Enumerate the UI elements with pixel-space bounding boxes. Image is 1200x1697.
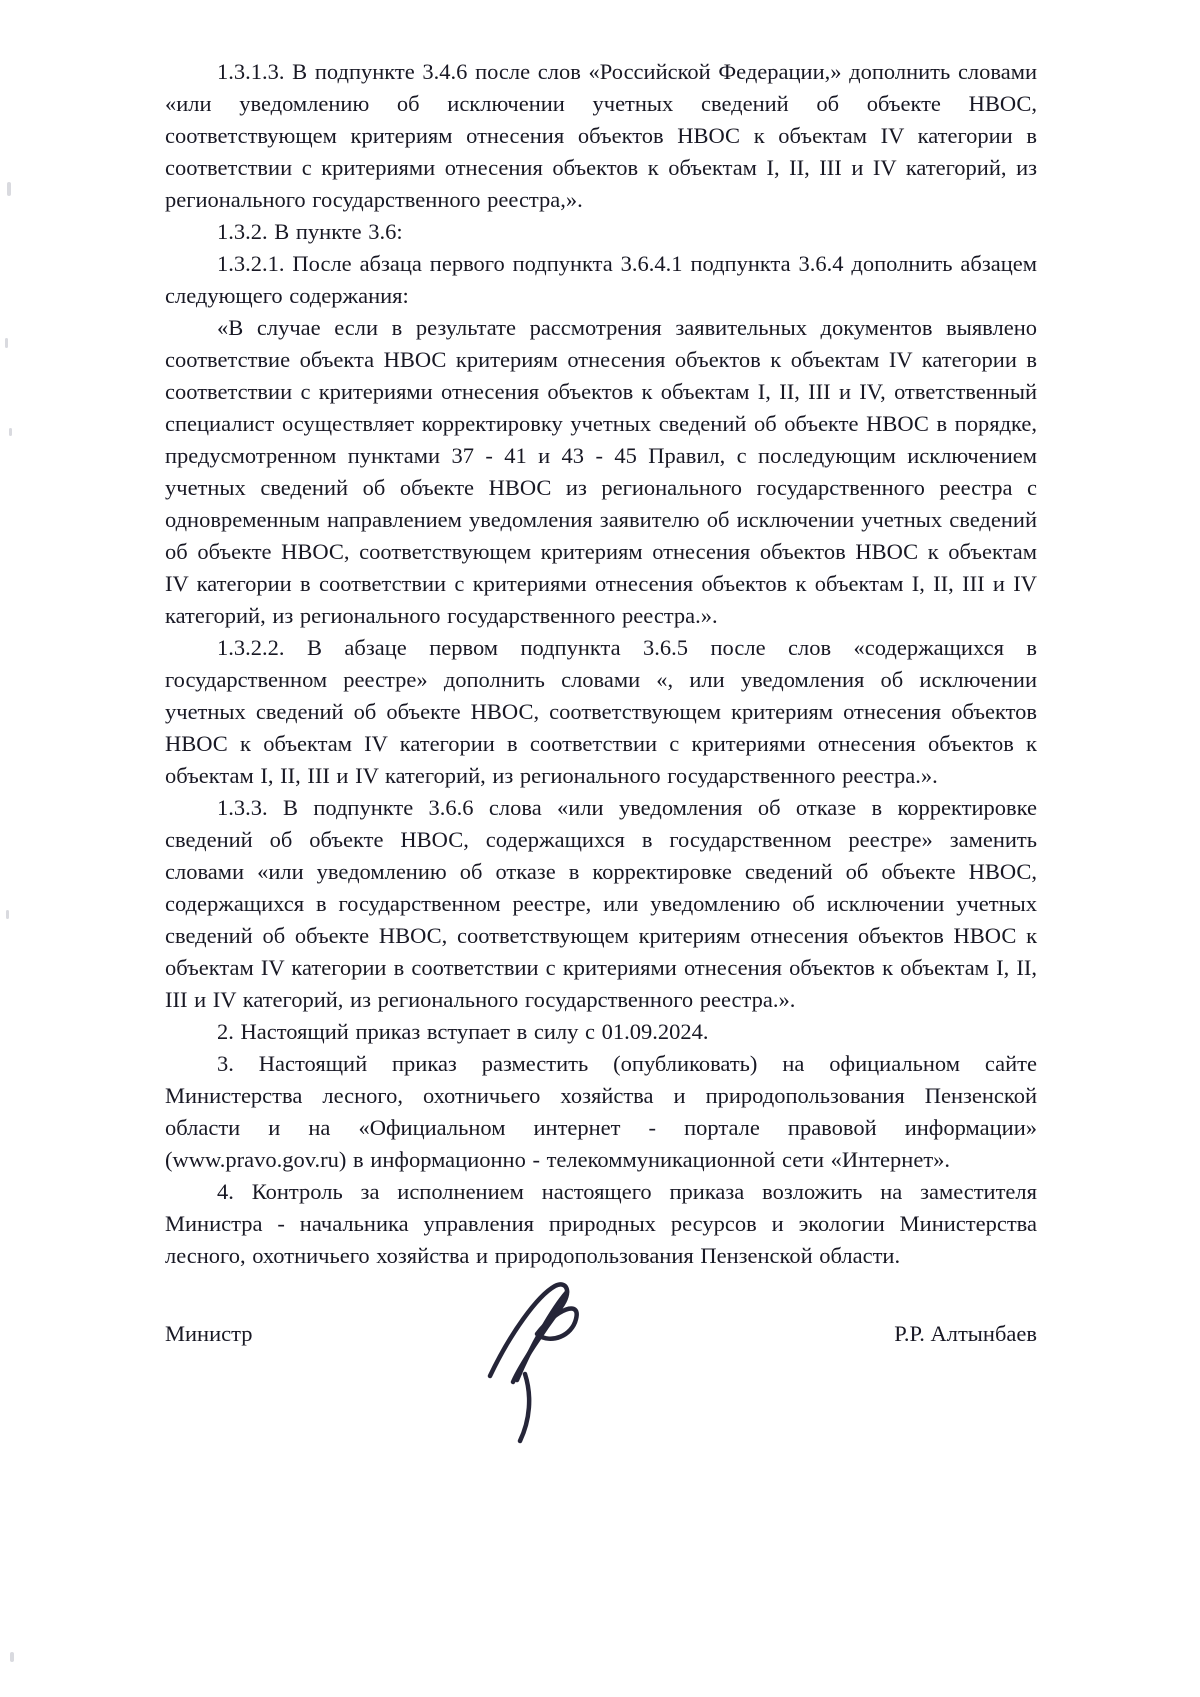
paragraph: 1.3.2.1. После абзаца первого подпункта 3.6.4.1 подпункта 3.6.4 дополнить абзацем следующего содержания:	[165, 251, 1037, 308]
paragraph: 1.3.3. В подпункте 3.6.6 слова «или уведомления об отказе в корректировке сведений об объекте НВОС, содержащихся в государственном реестре» заменить словами «или уведомлению об отказе в корректировке сведений об объекте НВОС, содержащихся в государственном реестре, или уведомлению об исключении учетных сведений об объекте НВОС, соответствующем критериям отнесения объектов НВОС к объектам IV категории в соответствии с критериями отнесения объектов к объектам I, II, III и IV категорий, из регионального государственного реестра.».	[165, 795, 1037, 1012]
scan-artifact	[10, 1652, 14, 1662]
minister-title: Министр	[165, 1321, 253, 1346]
scan-artifact	[6, 910, 9, 919]
scan-artifact	[7, 182, 11, 196]
paragraph: 1.3.2. В пункте 3.6:	[217, 219, 403, 244]
paragraph: 4. Контроль за исполнением настоящего приказа возложить на заместителя Министра - начальника управления природных ресурсов и экологии Министерства лесного, охотничьего хозяйства и природопользования Пензенской области.	[165, 1179, 1037, 1268]
paragraph: 1.3.1.3. В подпункте 3.4.6 после слов «Российской Федерации,» дополнить словами «или уведомлению об исключении учетных сведений об объекте НВОС, соответствующем критериям отнесения объектов НВОС к объектам IV категории в соответствии с критериями отнесения объектов к объектам I, II, III и IV категорий, из регионального государственного реестра,».	[165, 59, 1037, 212]
paragraph: 3. Настоящий приказ разместить (опубликовать) на официальном сайте Министерства лесного, охотничьего хозяйства и природопользования Пензенской области и на «Официальном интернет - портале правовой информации» (www.pravo.gov.ru) в информационно - телекоммуникационной сети «Интернет».	[165, 1051, 1037, 1172]
paragraph: «В случае если в результате рассмотрения заявительных документов выявлено соответствие объекта НВОС критериям отнесения объектов к объектам IV категории в соответствии с критериями отнесения объектов к объектам I, II, III и IV, ответственный специалист осуществляет корректировку учетных сведений об объекте НВОС в порядке, предусмотренном пунктами 37 - 41 и 43 - 45 Правил, с последующим исключением учетных сведений об объекте НВОС из регионального государственного реестра с одновременным направлением уведомления заявителю об исключении учетных сведений об объекте НВОС, соответствующем критериям отнесения объектов НВОС к объектам IV категории в соответствии с критериями отнесения объектов к объектам I, II, III и IV категорий, из регионального государственного реестра.».	[165, 315, 1037, 628]
paragraph: 1.3.2.2. В абзаце первом подпункта 3.6.5 после слов «содержащихся в государственном реестре» дополнить словами «, или уведомления об исключении учетных сведений об объекте НВОС, соответствующем критериям отнесения объектов НВОС к объектам IV категории в соответствии с критериями отнесения объектов к объектам I, II, III и IV категорий, из регионального государственного реестра.».	[165, 635, 1037, 788]
signature	[465, 1276, 615, 1446]
paragraph: 2. Настоящий приказ вступает в силу с 01.09.2024.	[217, 1019, 709, 1044]
minister-name: Р.Р. Алтынбаев	[894, 1321, 1037, 1346]
signature-block	[165, 1318, 1037, 1350]
scan-artifact	[5, 338, 8, 348]
scan-artifact	[9, 428, 12, 436]
